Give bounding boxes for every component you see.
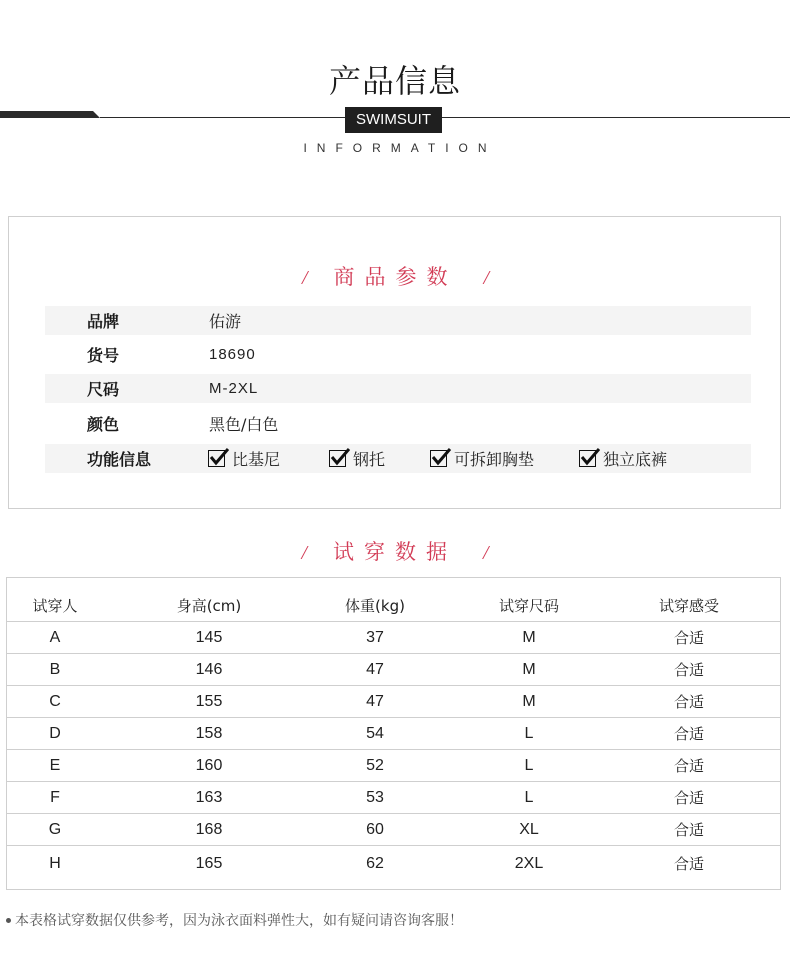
table-cell: L xyxy=(524,757,534,774)
swimsuit-badge: SWIMSUIT xyxy=(345,107,442,133)
table-cell: M xyxy=(522,661,536,678)
param-row-size xyxy=(45,374,751,403)
trial-heading xyxy=(0,536,790,566)
table-cell: B xyxy=(49,661,61,678)
param-label: 颜色 xyxy=(87,415,120,434)
checkbox-checked-icon xyxy=(430,450,447,467)
table-row xyxy=(7,848,780,880)
table-cell: 47 xyxy=(366,693,384,710)
feature-item xyxy=(579,447,667,470)
table-cell: 165 xyxy=(195,855,223,872)
feature-label: 钢托 xyxy=(353,450,386,469)
header-divider-thin xyxy=(100,117,790,118)
table-cell: 合适 xyxy=(673,693,704,711)
table-cell: F xyxy=(50,789,60,806)
table-cell: 163 xyxy=(195,789,223,806)
heading-slash-left: / xyxy=(301,542,307,564)
table-cell: 合适 xyxy=(673,725,704,743)
param-label: 货号 xyxy=(87,346,120,365)
table-cell: G xyxy=(48,821,62,838)
table-row xyxy=(7,686,780,718)
table-row xyxy=(7,654,780,686)
param-row-sku xyxy=(45,340,751,369)
table-cell: M xyxy=(522,693,536,710)
table-cell: 47 xyxy=(366,661,384,678)
heading-slash-left: / xyxy=(301,267,308,289)
trial-data-table xyxy=(6,577,781,890)
param-label: 品牌 xyxy=(87,312,120,331)
feature-item xyxy=(208,447,280,470)
table-cell: 54 xyxy=(366,725,384,742)
column-header: 身高(cm) xyxy=(176,597,242,615)
table-cell: C xyxy=(49,693,61,710)
table-cell: E xyxy=(49,757,61,774)
table-cell: 60 xyxy=(366,821,384,838)
param-value: 18690 xyxy=(209,346,256,363)
param-value: 黑色/白色 xyxy=(209,415,279,434)
table-cell: L xyxy=(524,725,534,742)
table-header-row xyxy=(7,590,780,622)
feature-label: 可拆卸胸垫 xyxy=(454,450,535,469)
column-header: 试穿尺码 xyxy=(498,597,559,615)
table-cell: 155 xyxy=(195,693,223,710)
table-cell: 168 xyxy=(195,821,223,838)
param-row-brand xyxy=(45,306,751,335)
column-header: 试穿人 xyxy=(32,597,78,615)
table-cell: XL xyxy=(519,821,539,838)
table-cell: 53 xyxy=(366,789,384,806)
table-cell: 160 xyxy=(195,757,223,774)
param-value: M-2XL xyxy=(209,380,259,397)
checkbox-checked-icon xyxy=(579,450,596,467)
column-header: 试穿感受 xyxy=(658,597,719,615)
checkbox-checked-icon xyxy=(329,450,346,467)
table-row xyxy=(7,718,780,750)
page-title: 产品信息 xyxy=(328,62,461,100)
table-cell: H xyxy=(49,855,61,872)
table-row xyxy=(7,622,780,654)
params-heading xyxy=(9,261,782,291)
table-cell: 37 xyxy=(366,629,384,646)
table-cell: D xyxy=(49,725,61,742)
table-cell: 合适 xyxy=(673,757,704,775)
param-value: 佑游 xyxy=(209,312,242,331)
feature-item xyxy=(329,447,385,470)
column-header: 体重(kg) xyxy=(345,597,405,615)
table-cell: 146 xyxy=(195,661,223,678)
footnote xyxy=(6,910,463,930)
feature-label: 比基尼 xyxy=(232,450,281,469)
param-label: 尺码 xyxy=(87,380,120,399)
table-cell: L xyxy=(524,789,534,806)
feature-item xyxy=(430,447,534,470)
table-cell: 合适 xyxy=(673,789,704,807)
footnote-text: 本表格试穿数据仅供参考，因为泳衣面料弹性大，如有疑问请咨询客服！ xyxy=(15,913,463,929)
table-cell: 52 xyxy=(366,757,384,774)
params-heading-text: 商品参数 xyxy=(333,265,458,289)
table-cell: 合适 xyxy=(673,855,704,873)
heading-slash-right: / xyxy=(483,267,490,289)
table-cell: 合适 xyxy=(673,629,704,647)
table-cell: A xyxy=(49,629,61,646)
product-params-panel xyxy=(8,216,781,509)
table-cell: 合适 xyxy=(673,821,704,839)
param-row-color xyxy=(45,409,751,438)
param-label: 功能信息 xyxy=(87,450,152,469)
table-row xyxy=(7,814,780,846)
bullet-dot-icon xyxy=(6,918,11,923)
feature-label: 独立底裤 xyxy=(603,450,668,469)
table-cell: 62 xyxy=(366,855,384,872)
trial-heading-text: 试穿数据 xyxy=(333,540,457,564)
page-subtitle: INFORMATION xyxy=(303,141,497,155)
param-row-features xyxy=(45,444,751,473)
checkbox-checked-icon xyxy=(208,450,225,467)
table-cell: 合适 xyxy=(673,661,704,679)
table-row xyxy=(7,782,780,814)
table-row xyxy=(7,750,780,782)
header-divider-thick xyxy=(0,111,100,118)
heading-slash-right: / xyxy=(483,542,489,564)
table-cell: M xyxy=(522,629,536,646)
table-cell: 2XL xyxy=(514,855,544,872)
table-cell: 145 xyxy=(195,629,223,646)
table-cell: 158 xyxy=(195,725,223,742)
